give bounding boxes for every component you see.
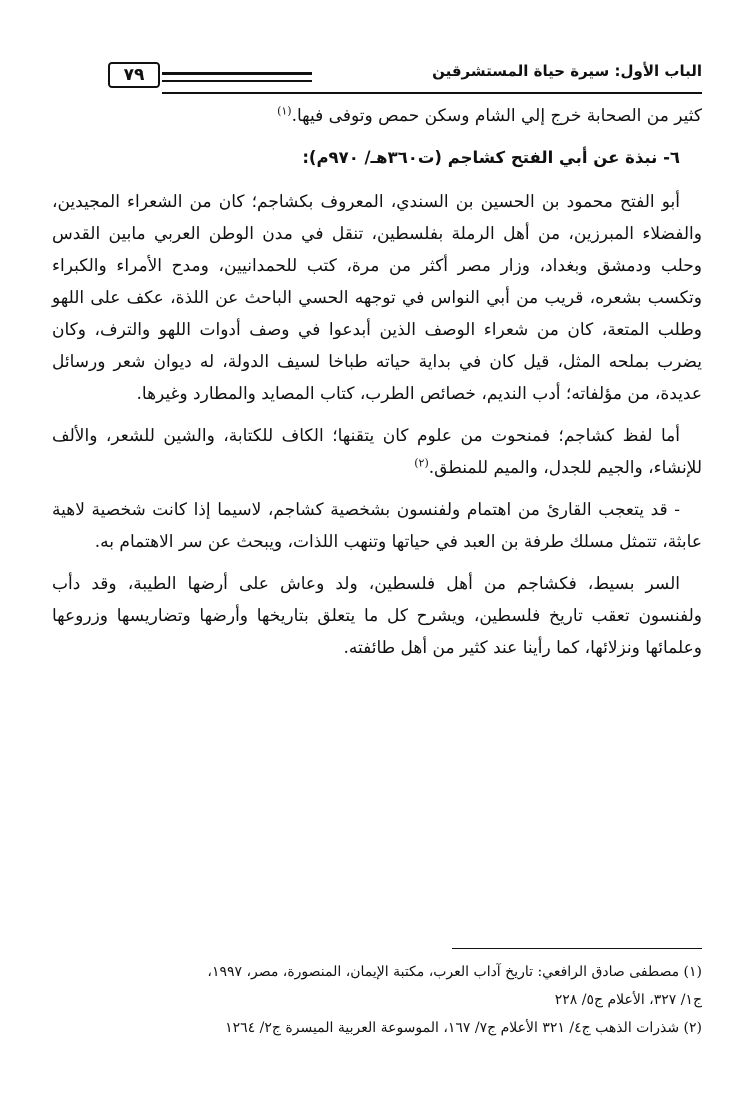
header-rule-thick: [162, 72, 312, 75]
name-origin-text: أما لفظ كشاجم؛ فمنحوت من علوم كان يتقنها؛ الكاف للكتابة، والشين للشعر، والألف للإنشاء، والجيم للجدل، والميم للمنطق.: [52, 426, 702, 478]
footnote-separator: [452, 948, 702, 949]
paragraph-question: - قد يتعجب القارئ من اهتمام ولفنسون بشخصية كشاجم، لاسيما إذا كانت شخصية لاهية عابثة، تتمثل مسلك طرفة بن العبد في حياتها وتنهب اللذات، ويبحث عن سر الاهتمام به.: [52, 500, 702, 552]
header-rule-thin: [162, 80, 312, 82]
page-header: [108, 48, 702, 94]
footnote-ref-2: (٢): [414, 456, 429, 470]
footnote-2: (٢) شذرات الذهب ج٤/ ٣٢١ الأعلام ج٧/ ١٦٧، الموسوعة العربية الميسرة ج٢/ ١٢٦٤: [225, 1020, 702, 1036]
page-number: ٧٩: [108, 62, 160, 88]
footnotes: [52, 958, 702, 1042]
section-heading: ٦- نبذة عن أبي الفتح كشاجم (ت٣٦٠هـ/ ٩٧٠م):: [302, 148, 680, 167]
intro-paragraph: [52, 100, 702, 132]
paragraph-answer: السر بسيط، فكشاجم من أهل فلسطين، ولد وعاش على أرضها الطيبة، وقد دأب ولفنسون تعقب تاريخ فلسطين، ويشرح كل ما يتعلق بتاريخها وأرضها وتضاريسها وزروعها وعلمائها ونزلائها، كما رأينا عند كثير من أهل طائفته.: [52, 574, 702, 658]
running-title: الباب الأول: سيرة حياة المستشرقين: [432, 62, 702, 80]
paragraph-name-origin: [52, 420, 702, 484]
paragraph-biography: أبو الفتح محمود بن الحسين بن السندي، المعروف بكشاجم؛ كان من الشعراء المجيدين، والفضلاء المبرزين، من أهل الرملة بفلسطين، تنقل في مدن الوطن العربي مابين القدس وحلب ودمشق وبغداد، وزار مصر أكثر من مرة، كتب للحمدانيين، ومدح الأمراء والكبراء وتكسب بشعره، قريب من أبي النواس في توجهه الحسي الباحث عن اللذة، عكف على اللهو وطلب المتعة، كان من شعراء الوصف الذين أبدعوا في وصف أدوات اللهو والترف، وكان يضرب بملحه المثل، قيل كان في بداية حياته طباخا لسيف الدولة، له ديوان شعر ورسائل عديدة، من مؤلفاته؛ أدب النديم، خصائص الطرب، كتاب المصايد والمطارد وغيرها.: [52, 192, 702, 404]
footnote-ref-1: (١): [277, 104, 292, 118]
footnote-1-line-1: (١) مصطفى صادق الرافعي: تاريخ آداب العرب، مكتبة الإيمان، المنصورة، مصر، ١٩٩٧،: [207, 964, 702, 980]
intro-text: كثير من الصحابة خرج إلي الشام وسكن حمص وتوفى فيها.: [291, 106, 702, 126]
main-text: [52, 100, 702, 674]
header-underline: [162, 92, 702, 94]
footnote-1-line-2: ج١/ ٣٢٧، الأعلام ج٥/ ٢٢٨: [554, 992, 702, 1008]
